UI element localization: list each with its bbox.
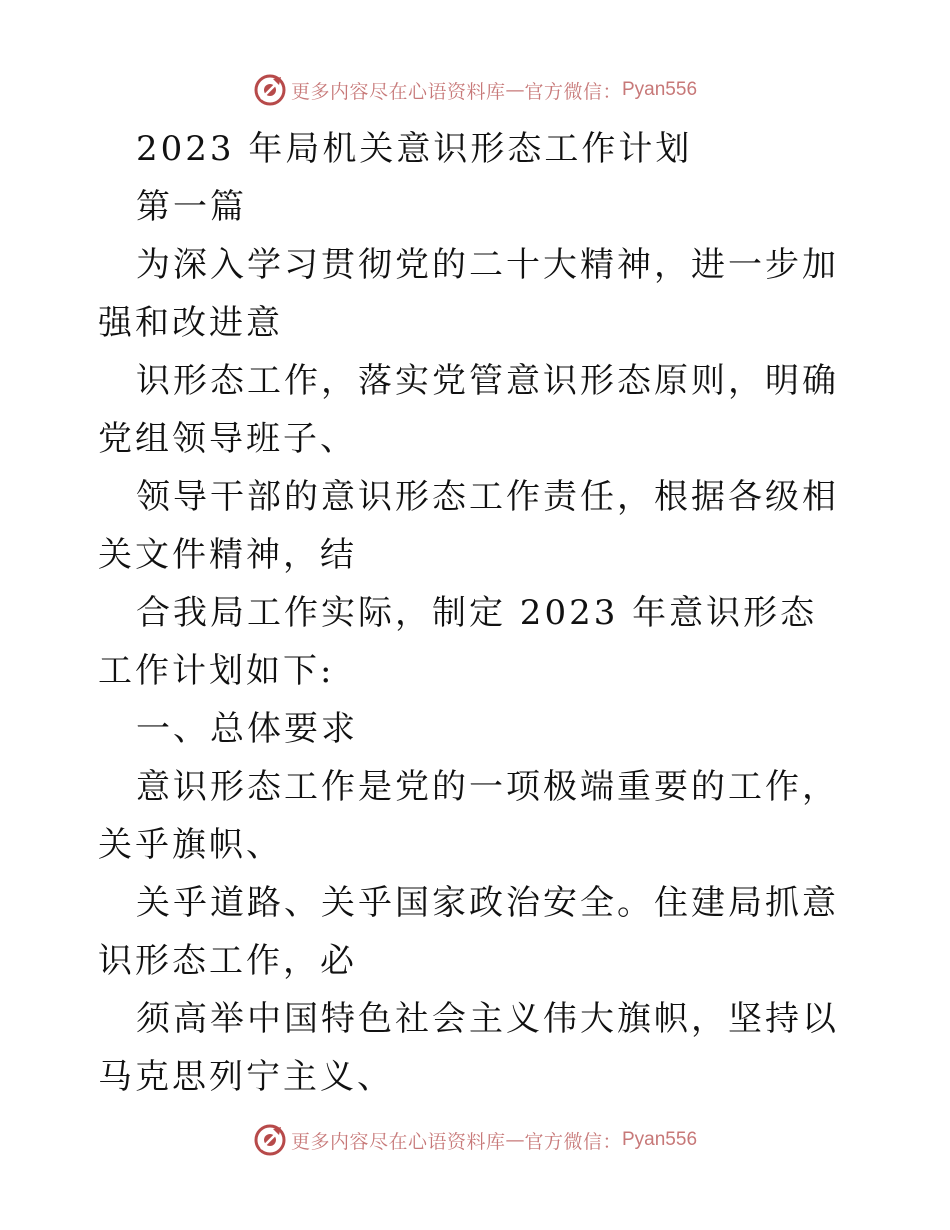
paragraph: 合我局工作实际，制定 2023 年意识形态工作计划如下: xyxy=(98,593,818,691)
section-heading: 第一篇 xyxy=(136,187,247,227)
banner-suffix: 官方微信： xyxy=(524,80,622,103)
paragraph: 领导干部的意识形态工作责任，根据各级相关文件精神，结 xyxy=(98,477,839,575)
document-body xyxy=(98,120,854,1106)
banner-text: 更多内容尽在心语资料库 xyxy=(290,80,506,103)
brand-logo-icon xyxy=(253,73,287,107)
heading-general-requirements: 一、总体要求 xyxy=(136,709,358,749)
banner-wechat-id: Pyan556 xyxy=(622,79,698,100)
paragraph: 意识形态工作是党的一项极端重要的工作，关乎旗帜、 xyxy=(98,767,839,865)
banner-separator: — xyxy=(505,1129,525,1151)
brand-logo-icon xyxy=(253,1123,287,1157)
header-watermark-banner xyxy=(0,70,950,110)
banner-text: 更多内容尽在心语资料库 xyxy=(290,1130,506,1153)
paragraph: 为深入学习贯彻党的二十大精神，进一步加强和改进意 xyxy=(98,245,839,343)
footer-watermark-banner xyxy=(0,1120,950,1160)
paragraph: 须高举中国特色社会主义伟大旗帜，坚持以马克思列宁主义、 xyxy=(98,999,839,1097)
banner-separator: — xyxy=(505,79,525,101)
paragraph: 关乎道路、关乎国家政治安全。住建局抓意识形态工作，必 xyxy=(98,883,839,981)
banner-wechat-id: Pyan556 xyxy=(622,1129,698,1150)
banner-suffix: 官方微信： xyxy=(524,1130,622,1153)
document-title: 2023 年局机关意识形态工作计划 xyxy=(136,129,693,169)
paragraph: 识形态工作，落实党管意识形态原则，明确党组领导班子、 xyxy=(98,361,839,459)
